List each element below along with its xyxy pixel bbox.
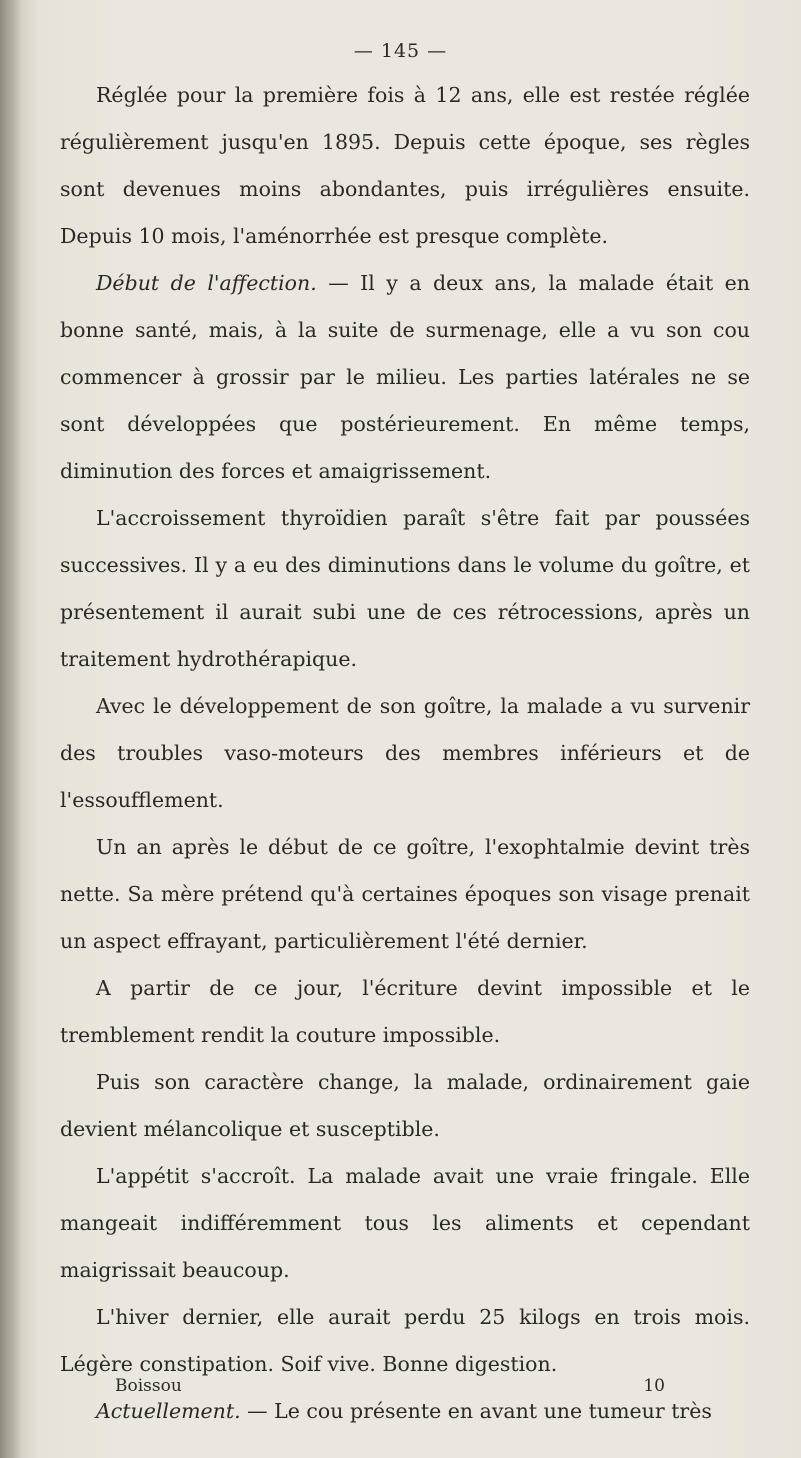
paragraph-text: Puis son caractère change, la malade, ordinairement gaie devient mélancolique et susceptible. [60, 1070, 750, 1141]
body-text [60, 72, 750, 1435]
paragraph-text: A partir de ce jour, l'écriture devint impossible et le tremblement rendit la couture impossible. [60, 976, 750, 1047]
paragraph [60, 683, 750, 824]
paragraph-lead: Début de l'affection. [96, 271, 317, 295]
footer-signature-mark: 10 [643, 1376, 665, 1396]
paragraph-text: L'hiver dernier, elle aurait perdu 25 kilogs en trois mois. Légère constipation. Soif vive. Bonne digestion. [60, 1305, 750, 1376]
paragraph-text: — Le cou présente en avant une tumeur très [240, 1399, 712, 1423]
paragraph [60, 824, 750, 965]
paragraph [60, 965, 750, 1059]
footer-author: Boissou [115, 1376, 182, 1396]
paragraph-text: Avec le développement de son goître, la malade a vu survenir des troubles vaso-moteurs des membres inférieurs et de l'essoufflement. [60, 694, 750, 812]
paragraph [60, 260, 750, 495]
paragraph-text: — Il y a deux ans, la malade était en bonne santé, mais, à la suite de surmenage, elle a vu son cou commencer à grossir par le milieu. Les parties latérales ne se sont développées que postérieurement. En même temps, diminution des forces et amaigrissement. [60, 271, 751, 483]
paragraph [60, 1294, 750, 1388]
paragraph-text: L'accroissement thyroïdien paraît s'être fait par poussées successives. Il y a eu des diminutions dans le volume du goître, et présentement il aurait subi une de ces rétrocessions, après un traitement hydrothérapique. [60, 506, 750, 671]
binding-shadow [0, 0, 22, 1458]
paragraph-text: Réglée pour la première fois à 12 ans, elle est restée réglée régulièrement jusqu'en 1895. Depuis cette époque, ses règles sont devenues moins abondantes, puis irrégulières ensuite. Depuis 10 mois, l'aménorrhée est presque complète. [60, 83, 750, 248]
paragraph-text: L'appétit s'accroît. La malade avait une vraie fringale. Elle mangeait indifféremment tous les aliments et cependant maigrissait beaucoup. [60, 1164, 750, 1282]
paragraph [60, 72, 750, 260]
paragraph [60, 1153, 750, 1294]
paragraph-lead: Actuellement. [96, 1399, 241, 1423]
paragraph [60, 495, 750, 683]
paragraph-text: Un an après le début de ce goître, l'exophtalmie devint très nette. Sa mère prétend qu'à certaines époques son visage prenait un aspect effrayant, particulièrement l'été dernier. [60, 835, 750, 953]
page-number: — 145 — [353, 40, 448, 62]
page-footer [115, 1376, 665, 1396]
paragraph [60, 1059, 750, 1153]
